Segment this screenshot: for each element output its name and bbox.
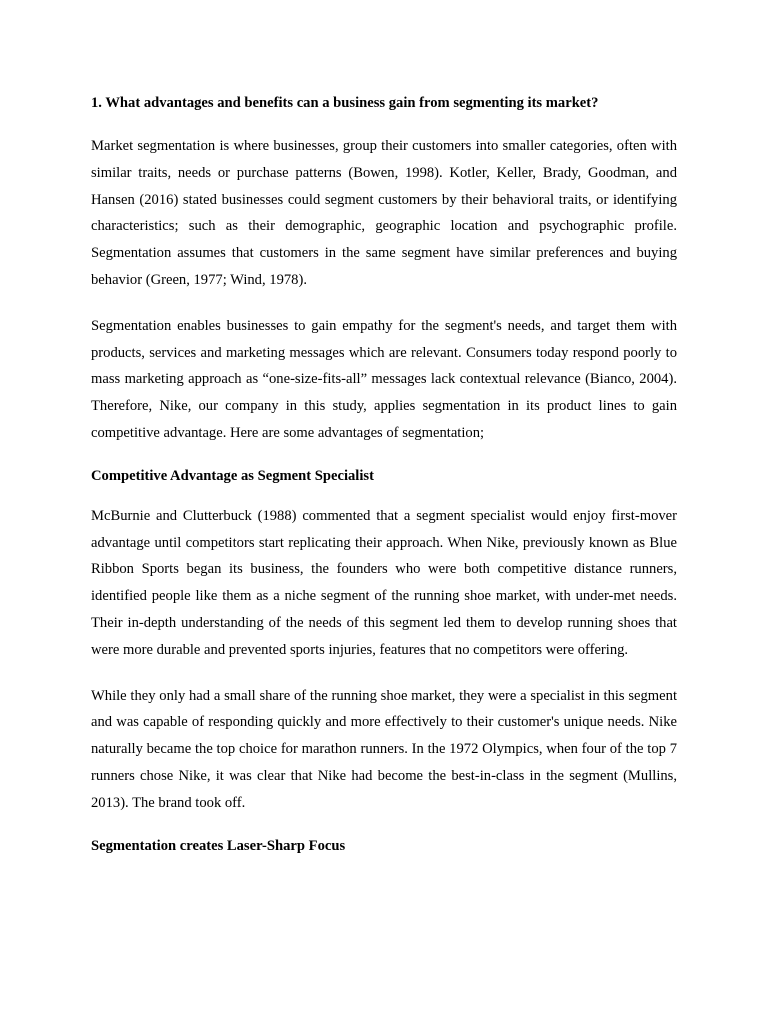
- intro-paragraph-1: Market segmentation is where businesses, group their customers into smaller categories, often with similar traits, needs or purchase patterns (Bowen, 1998). Kotler, Keller, Brady, Goodman, and Hansen (2016) stated businesses could segment customers by their behavioral traits, or identifying characteristics; such as their demographic, geographic location and psychographic profile. Segmentation assumes that customers in the same segment have similar preferences and buying behavior (Green, 1977; Wind, 1978).: [91, 138, 677, 288]
- intro-paragraph-2: Segmentation enables businesses to gain empathy for the segment's needs, and target them with products, services and marketing messages which are relevant. Consumers today respond poorly to mass marketing approach as “one-size-fits-all” messages lack contextual relevance (Bianco, 2004). Therefore, Nike, our company in this study, applies segmentation in its product lines to gain competitive advantage. Here are some advantages of segmentation;: [91, 317, 677, 441]
- document-body: [91, 93, 677, 856]
- section-heading-competitive-advantage: Competitive Advantage as Segment Specialist: [91, 467, 374, 484]
- question-heading: 1. What advantages and benefits can a business gain from segmenting its market?: [91, 95, 599, 111]
- section1-paragraph-2: While they only had a small share of the running shoe market, they were a specialist in this segment and was capable of responding quickly and more effectively to their customer's unique needs. Nike naturally became the top choice for marathon runners. In the 1972 Olympics, when four of the top 7 runners chose Nike, it was clear that Nike had become the best-in-class in the segment (Mullins, 2013). The brand took off.: [91, 687, 677, 811]
- section-heading-laser-focus: Segmentation creates Laser-Sharp Focus: [91, 837, 346, 854]
- section1-paragraph-1: McBurnie and Clutterbuck (1988) commented that a segment specialist would enjoy first-mover advantage until competitors start replicating their approach. When Nike, previously known as Blue Ribbon Sports began its business, the founders who were both competitive distance runners, identified people like them as a niche segment of the running shoe market, with under-met needs. Their in-depth understanding of the needs of this segment led them to develop running shoes that were more durable and prevented sports injuries, features that no competitors were offering.: [91, 507, 677, 658]
